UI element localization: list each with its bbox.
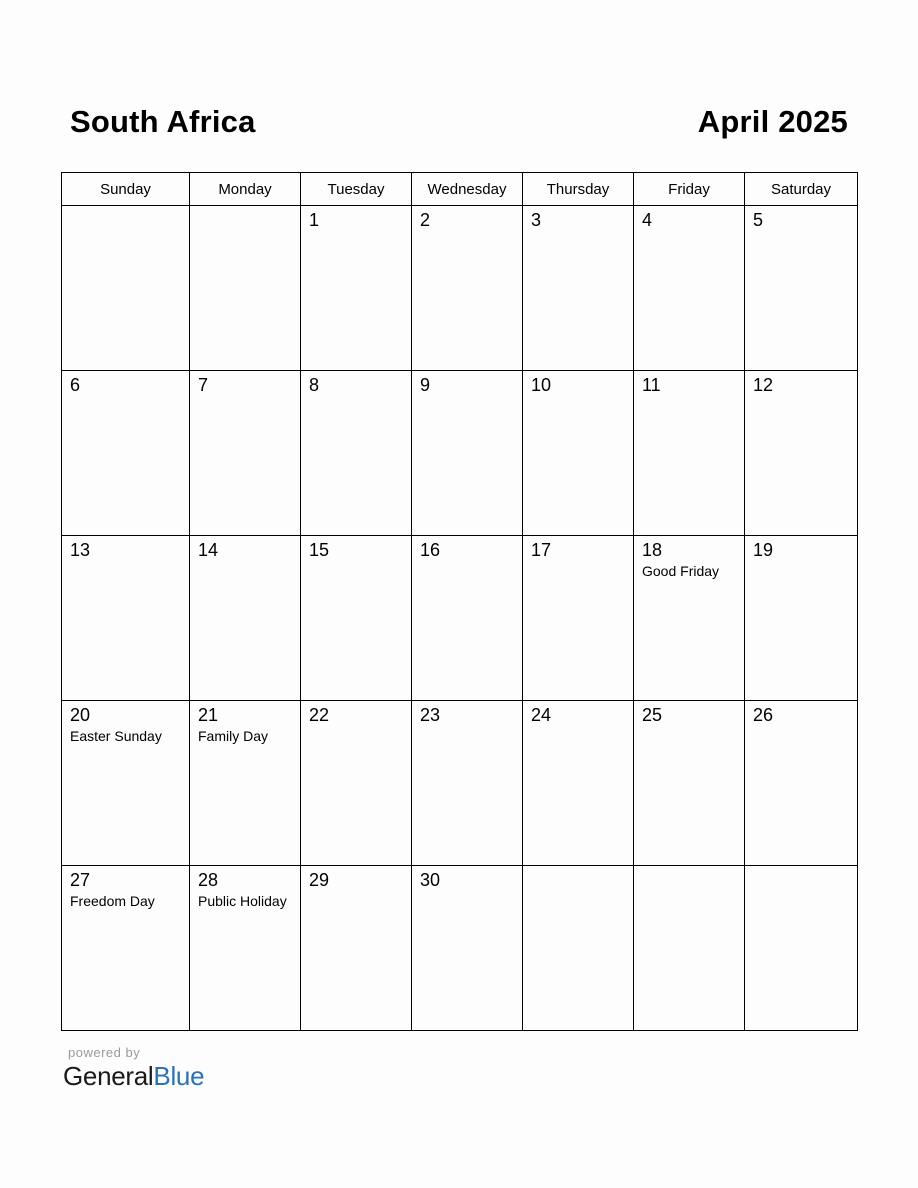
day-cell (190, 866, 301, 1031)
day-cell (190, 371, 301, 536)
day-number: 7 (198, 375, 209, 395)
day-cell (745, 206, 858, 371)
day-number: 16 (420, 540, 441, 560)
day-cell (745, 536, 858, 701)
day-cell (301, 866, 412, 1031)
day-number: 30 (420, 870, 441, 890)
day-cell (745, 866, 858, 1031)
calendar-grid (61, 172, 858, 1031)
day-cell (412, 371, 523, 536)
weekday-wednesday: Wednesday (412, 173, 523, 206)
day-cell (745, 371, 858, 536)
day-number (190, 206, 300, 210)
day-number: 17 (531, 540, 552, 560)
day-cell (523, 371, 634, 536)
month-title: April 2025 (697, 104, 848, 139)
brand-blue-text: Blue (153, 1061, 205, 1091)
day-number: 20 (70, 705, 91, 725)
weekday-sunday: Sunday (62, 173, 190, 206)
day-cell (62, 536, 190, 701)
day-number: 25 (642, 705, 663, 725)
day-cell (301, 371, 412, 536)
day-number: 4 (642, 210, 653, 230)
day-number: 13 (70, 540, 91, 560)
week-row (62, 371, 858, 536)
day-cell (190, 206, 301, 371)
day-number: 28 (198, 870, 219, 890)
day-cell (412, 701, 523, 866)
day-number: 29 (309, 870, 330, 890)
day-cell (412, 866, 523, 1031)
country-title: South Africa (70, 104, 256, 139)
day-number (634, 866, 744, 870)
day-number (523, 866, 633, 870)
day-cell (62, 371, 190, 536)
day-number: 2 (420, 210, 431, 230)
brand-general-text: General (63, 1061, 154, 1091)
footer-branding (63, 1045, 204, 1091)
day-number: 24 (531, 705, 552, 725)
day-cell (301, 206, 412, 371)
day-cell (634, 701, 745, 866)
week-row (62, 536, 858, 701)
day-number: 11 (642, 375, 661, 395)
day-cell (412, 206, 523, 371)
day-cell (634, 371, 745, 536)
calendar-header (70, 104, 848, 148)
day-number: 9 (420, 375, 431, 395)
weekday-saturday: Saturday (745, 173, 858, 206)
day-number: 6 (70, 375, 81, 395)
day-cell (634, 866, 745, 1031)
day-number: 26 (753, 705, 774, 725)
day-cell (745, 701, 858, 866)
day-cell (190, 536, 301, 701)
day-number: 8 (309, 375, 320, 395)
day-cell (523, 536, 634, 701)
day-cell (62, 206, 190, 371)
day-number: 23 (420, 705, 441, 725)
day-number: 1 (309, 210, 320, 230)
day-number (745, 866, 857, 870)
weekday-thursday: Thursday (523, 173, 634, 206)
weekday-friday: Friday (634, 173, 745, 206)
day-cell (523, 206, 634, 371)
holiday-label: Good Friday (642, 563, 720, 579)
day-cell (301, 701, 412, 866)
day-cell (523, 701, 634, 866)
week-row (62, 206, 858, 371)
day-cell (190, 701, 301, 866)
holiday-label: Family Day (198, 728, 269, 744)
day-number: 15 (309, 540, 330, 560)
day-number: 12 (753, 375, 774, 395)
week-row (62, 701, 858, 866)
day-number: 19 (753, 540, 774, 560)
day-cell (412, 536, 523, 701)
holiday-label: Easter Sunday (70, 728, 162, 744)
day-number: 22 (309, 705, 330, 725)
day-number: 27 (70, 870, 91, 890)
day-cell (634, 206, 745, 371)
holiday-label: Public Holiday (198, 893, 287, 909)
day-number: 3 (531, 210, 542, 230)
weekday-tuesday: Tuesday (301, 173, 412, 206)
weekday-monday: Monday (190, 173, 301, 206)
day-cell (301, 536, 412, 701)
day-cell (634, 536, 745, 701)
weekday-header-row (62, 173, 858, 206)
day-number: 18 (642, 540, 663, 560)
day-number: 21 (198, 705, 219, 725)
powered-by-label: powered by (68, 1045, 141, 1060)
holiday-label: Freedom Day (70, 893, 155, 909)
week-row (62, 866, 858, 1031)
day-number: 5 (753, 210, 764, 230)
generalblue-logo[interactable] (63, 1061, 204, 1091)
day-cell (62, 866, 190, 1031)
day-number: 14 (198, 540, 219, 560)
day-number (62, 206, 189, 210)
day-number: 10 (531, 375, 552, 395)
day-cell (62, 701, 190, 866)
day-cell (523, 866, 634, 1031)
